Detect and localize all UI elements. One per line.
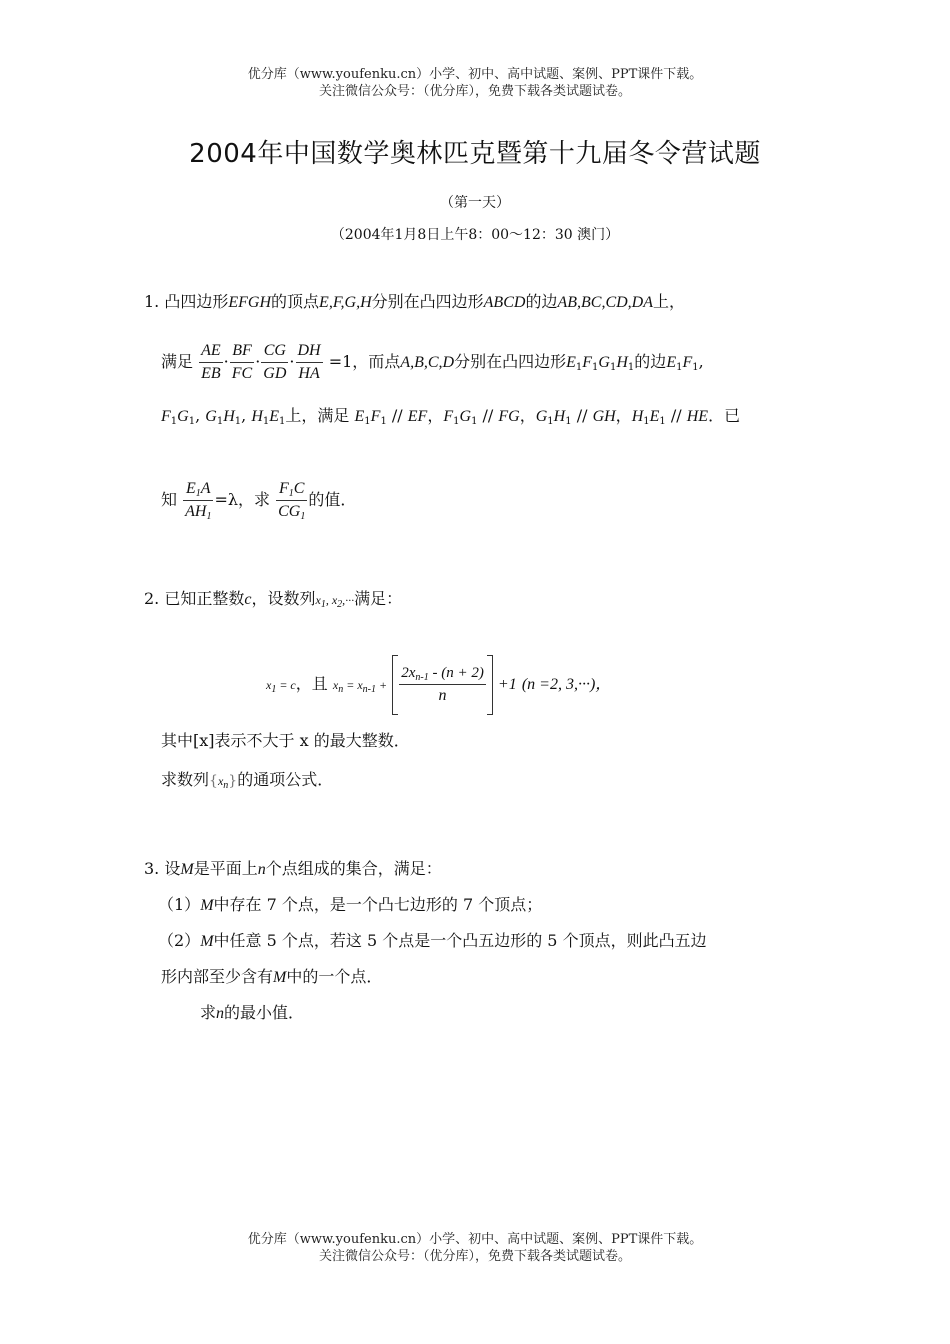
floor-bracket-left [392, 655, 398, 715]
problem-2-line-2: 其中[x]表示不大于 x 的最大整数． [161, 731, 410, 750]
header-line-2: 关注微信公众号：（优分库），免费下载各类试题试卷。 [318, 84, 631, 99]
problem-3-item-2-cont: 形内部至少含有M中的一个点． [161, 967, 383, 986]
problem-1-line-3: $F_1G_1$, $G_1H_1$, $H_1E_1$上，满足 $E_1F_1$ // EF，$F_1G_1$ // FG，$G_1H_1$ // GH，$H_1E_1$ // HE．已 [161, 406, 741, 427]
problem-2-number: 2. [144, 589, 160, 608]
page-header [0, 66, 950, 100]
fraction-floor: $\frac{2x_{n-1} - (n + 2)}{n}$ [399, 662, 486, 707]
footer-line-2: 关注微信公众号：（优分库），免费下载各类试题试卷。 [318, 1249, 631, 1264]
problem-1-number: 1. [144, 292, 160, 311]
fraction-cg-gd: $\frac{CG}{GD}$ [263, 342, 287, 382]
problem-3-ask: 求n的最小值． [200, 1003, 305, 1022]
problem-1-line-2: 满足 $\frac{AE}{EB}$ · $\frac{BF}{FC}$ · $\frac{CG}{GD}$ · $\frac{DH}{HA}$ =1，而点A,B,C,D分别在凸四边形$E_1F_1G_1H_1$的边$E_1F_1$, [161, 340, 704, 385]
header-line-1: 优分库（www.youfenku.cn）小学、初中、高中试题、案例、PPT课件下载。 [247, 67, 703, 82]
problem-1-line-1: 1. 凸四边形EFGH的顶点E,F,G,H分别在凸四边形ABCD的边AB,BC,CD,DA上， [144, 292, 686, 311]
fraction-dh-ha: $\frac{DH}{HA}$ [297, 342, 321, 382]
footer-line-1: 优分库（www.youfenku.cn）小学、初中、高中试题、案例、PPT课件下载。 [247, 1232, 703, 1247]
day-label: （第一天） [440, 195, 510, 211]
exam-time: （2004年1月8日上午8：00～12：30 澳门） [330, 227, 620, 243]
problem-3-item-1: （1）M中存在 7 个点，是一个凸七边形的 7 个顶点； [158, 895, 543, 914]
problem-3-line-1: 3. 设M是平面上n个点组成的集合，满足： [144, 859, 442, 878]
fraction-ae-eb: $\frac{AE}{EB}$ [201, 342, 221, 382]
fraction-f1c-cg1: $\frac{F_1C}{CG_1}$ [278, 480, 306, 522]
fraction-bf-fc: $\frac{BF}{FC}$ [231, 342, 253, 382]
floor-bracket-right [487, 655, 493, 715]
problem-2-formula: $x_1 = c$，且 $x_n = x_{n-1}$ + $\frac{2x_{n-1} - (n + 2)}{n}$ +1 (n =2, 3,···)， [266, 654, 611, 715]
fraction-e1a-ah1: $\frac{E_1A}{AH_1}$ [185, 480, 212, 522]
problem-2-line-3: 求数列$\{x_n\}$的通项公式． [161, 770, 334, 791]
problem-3-item-2: （2）M中任意 5 个点，若这 5 个点是一个凸五边形的 5 个顶点，则此凸五边 [158, 931, 707, 950]
problem-1-line-4: 知 $\frac{E_1A}{AH_1}$ =λ，求 $\frac{F_1C}{CG_1}$ 的值． [161, 480, 357, 522]
page-footer [0, 1231, 950, 1265]
page-title: 2004年中国数学奥林匹克暨第十九届冬令营试题 [189, 139, 761, 169]
problem-2-line-1: 2. 已知正整数c，设数列$x_1$, $x_2,\cdot\cdot\cdot$满足： [144, 589, 403, 610]
problem-3-number: 3. [144, 859, 160, 878]
